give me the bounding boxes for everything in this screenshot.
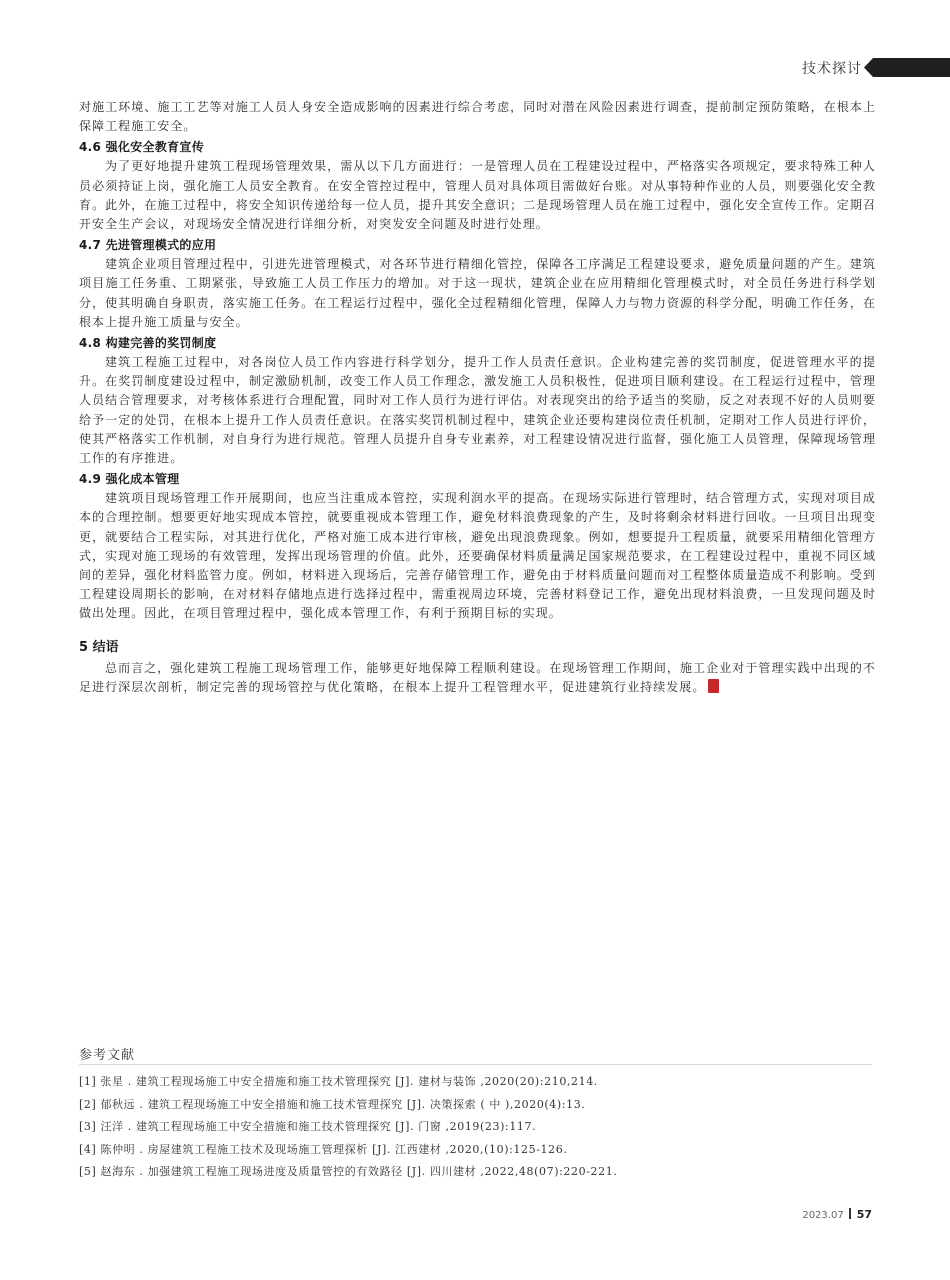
issue-date: 2023.07 (802, 1210, 844, 1221)
reference-item: [5] 赵海东 . 加强建筑工程施工现场进度及质量管控的有效路径 [J]. 四川建材 ,2022,48(07):220-221. (79, 1165, 618, 1179)
heading-4-7: 4.7 先进管理模式的应用 (79, 238, 217, 253)
heading-4-9: 4.9 强化成本管理 (79, 472, 180, 487)
paragraph-4-6: 为了更好地提升建筑工程现场管理效果，需从以下几方面进行：一是管理人员在工程建设过程中，严格落实各项规定，要求特殊工种人员必须持证上岗，强化施工人员安全教育。在安全管控过程中，管理人员对具体项目需做好台账。对从事特种作业的人员，则要强化安全教育。此外，在施工过程中，将安全知识传递给每一位人员，提升其安全意识；二是现场管理人员在施工过程中，强化安全宣传工作。定期召开安全生产会议，对现场安全情况进行详细分析，对突发安全问题及时进行处理。 (79, 159, 876, 232)
reference-item: [1] 张星 . 建筑工程现场施工中安全措施和施工技术管理探究 [J]. 建材与装饰 ,2020(20):210,214. (79, 1075, 598, 1088)
reference-item: [3] 汪洋 . 建筑工程现场施工中安全措施和施工技术管理探究 [J]. 门窗 ,2019(23):117. (79, 1120, 537, 1134)
paragraph-4-7: 建筑企业项目管理过程中，引进先进管理模式，对各环节进行精细化管控，保障各工序满足工程建设要求，避免质量问题的产生。建筑项目施工任务重、工期紧张，导致施工人员工作压力的增加。对于这一现状，建筑企业在应用精细化管理模式时，对全员任务进行科学划分，使其明确自身职责，落实施工任务。在工程运行过程中，强化全过程精细化管理，保障人力与物力资源的科学分配，明确工作任务，在根本上提升施工质量与安全。 (79, 257, 876, 329)
references-list (79, 1071, 872, 1184)
conclusion-text: 总而言之，强化建筑工程施工现场管理工作，能够更好地保障工程顺利建设。在现场管理工作期间，施工企业对于管理实践中出现的不足进行深层次剖析，制定完善的现场管控与优化策略，在根本上提升工程管理水平，促进建筑行业持续发展。 (79, 660, 876, 694)
intro-continuation: 对施工环境、施工工艺等对施工人员人身安全造成影响的因素进行综合考虑，同时对潜在风险因素进行调查，提前制定预防策略，在根本上保障工程施工安全。 (79, 100, 876, 134)
header-tab-bar (864, 58, 950, 77)
references-divider (79, 1064, 872, 1065)
heading-conclusion: 5 结语 (79, 639, 119, 655)
article-body (79, 98, 876, 697)
page-number: 57 (856, 1208, 872, 1221)
article-end-mark-icon (708, 679, 719, 693)
references-title: 参考文献 (79, 1048, 136, 1063)
page-footer (802, 1208, 872, 1221)
heading-4-8: 4.8 构建完善的奖罚制度 (79, 336, 217, 351)
reference-item: [2] 郁秋远 . 建筑工程现场施工中安全措施和施工技术管理探究 [J]. 决策探索 ( 中 ),2020(4):13. (79, 1097, 586, 1111)
reference-item: [4] 陈仲明 . 房屋建筑工程施工技术及现场施工管理探析 [J]. 江西建材 ,2020,(10):125-126. (79, 1142, 568, 1156)
paragraph-conclusion (79, 659, 876, 697)
footer-separator (849, 1208, 851, 1219)
paragraph-4-8: 建筑工程施工过程中，对各岗位人员工作内容进行科学划分，提升工作人员责任意识。企业构建完善的奖罚制度，促进管理水平的提升。在奖罚制度建设过程中，制定激励机制，改变工作人员工作理念，激发施工人员积极性，促进项目顺利建设。在工程运行过程中，管理人员结合管理要求，对考核体系进行合理配置，同时对工作人员行为进行评估。对表现突出的给予适当的奖励，反之对表现不好的人员则要给予一定的处罚，在根本上提升工作人员责任意识。在落实奖罚机制过程中，建筑企业还要构建岗位责任机制，定期对工作人员进行评价，使其严格落实工作机制，对自身行为进行规范。管理人员提升自身专业素养，对工程建设情况进行监督，强化施工人员管理，保障现场管理工作的有序推进。 (79, 355, 876, 466)
paragraph-4-9: 建筑项目现场管理工作开展期间，也应当注重成本管控，实现利润水平的提高。在现场实际进行管理时，结合管理方式，实现对项目成本的合理控制。想要更好地实现成本管控，就要重视成本管理工作，避免材料浪费现象的产生，及时将剩余材料进行回收。一旦项目出现变更，就要结合工程实际，对其进行优化，严格对施工成本进行审核，避免出现浪费现象。例如，想要提升工程质量，就要采用精细化管理方式，实现对施工现场的有效管理，发挥出现场管理的价值。此外，还要确保材料质量满足国家规范要求，在工程建设过程中，重视不同区域间的差异，强化材料监管力度。例如，材料进入现场后，完善存储管理工作，避免由于材料质量问题而对工程整体质量造成不利影响。受到工程建设周期长的影响，在对材料存储地点进行选择过程中，需重视周边环境，完善材料登记工作，避免出现材料浪费，一旦发现问题及时做出处理。因此，在项目管理过程中，强化成本管理工作，有利于预期目标的实现。 (79, 491, 876, 621)
section-label: 技术探讨 (802, 61, 862, 77)
heading-4-6: 4.6 强化安全教育宣传 (79, 140, 205, 155)
